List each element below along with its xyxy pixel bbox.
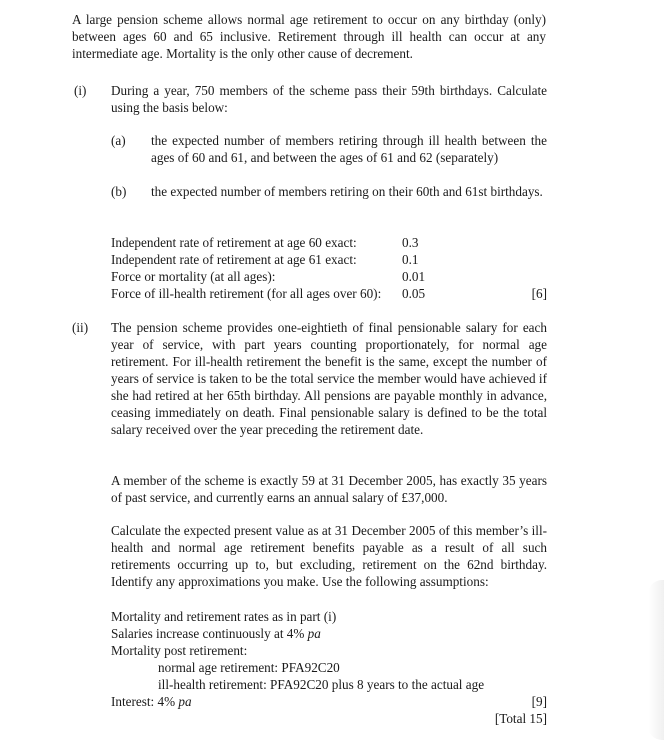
basis-value: 0.3 — [402, 235, 419, 250]
assumption-salary — [111, 625, 321, 642]
basis-label: Independent rate of retirement at age 61 exact: — [111, 252, 357, 267]
assumption-rates: Mortality and retirement rates as in part (i) — [111, 609, 337, 624]
basis-value: 0.1 — [402, 252, 419, 267]
part-ii-paragraph-3: Calculate the expected present value as at 31 December 2005 of this member’s ill-health and normal age retirement benefits payable as a result of all such retirements occurring up to, but excluding, retirement on the 62nd birthday. Identify any approximations you make. Use the following assumptions: — [111, 523, 547, 589]
part-i-marks: [6] — [531, 286, 547, 301]
assumption-normal-retirement: normal age retirement: PFA92C20 — [158, 660, 340, 675]
basis-row — [111, 285, 547, 302]
part-ii-label: (ii) — [72, 320, 89, 335]
assumption-interest-text: Interest: 4% — [111, 694, 179, 709]
basis-label: Force or mortality (at all ages): — [111, 269, 276, 284]
assumption-interest-unit: pa — [178, 694, 192, 709]
basis-value: 0.05 — [402, 286, 426, 301]
basis-label: Force of ill-health retirement (for all ages over 60): — [111, 286, 382, 301]
part-i-text: During a year, 750 members of the scheme pass their 59th birthdays. Calculate using the basis below: — [111, 83, 547, 115]
assumption-mortality: Mortality post retirement: — [111, 643, 248, 658]
part-i-b-text: the expected number of members retiring on their 60th and 61st birthdays. — [151, 184, 543, 199]
part-i-label: (i) — [74, 83, 87, 98]
part-i-b-label: (b) — [111, 184, 127, 199]
basis-label: Independent rate of retirement at age 60 exact: — [111, 235, 357, 250]
basis-row — [111, 268, 547, 285]
assumption-interest — [111, 693, 192, 710]
part-i-a-text: the expected number of members retiring through ill health between the ages of 60 and 61, and between the ages of 61 and 62 (separately) — [151, 133, 547, 165]
assumption-ill-health: ill-health retirement: PFA92C20 plus 8 years to the actual age — [158, 677, 485, 692]
question-intro: A large pension scheme allows normal age retirement to occur on any birthday (only) between ages 60 and 65 inclusive. Retirement through ill health can occur at any intermediate age. Mortality is the only other cause of decrement. — [72, 12, 546, 61]
part-ii-marks: [9] — [531, 694, 547, 709]
total-marks: [Total 15] — [494, 711, 547, 726]
part-ii-paragraph-2: A member of the scheme is exactly 59 at 31 December 2005, has exactly 35 years of past service, and currently earns an annual salary of £37,000. — [111, 473, 547, 505]
part-i-a-label: (a) — [111, 133, 126, 148]
assumption-salary-unit: pa — [307, 626, 321, 641]
basis-row — [111, 234, 547, 251]
assumption-salary-text: Salaries increase continuously at 4% — [111, 626, 308, 641]
part-ii-paragraph-1: The pension scheme provides one-eightieth of final pensionable salary for each year of service, with part years counting proportionately, for normal age retirement. For ill-health retirement the benefit is the same, except the number of years of service is taken to be the total service the member would have achieved if she had retired at her 65th birthday. All pensions are payable monthly in advance, ceasing immediately on death. Final pensionable salary is defined to be the total salary received over the year preceding the retirement date. — [111, 320, 547, 437]
basis-value: 0.01 — [402, 269, 426, 284]
basis-row — [111, 251, 547, 268]
page-edge-shadow — [648, 580, 664, 740]
